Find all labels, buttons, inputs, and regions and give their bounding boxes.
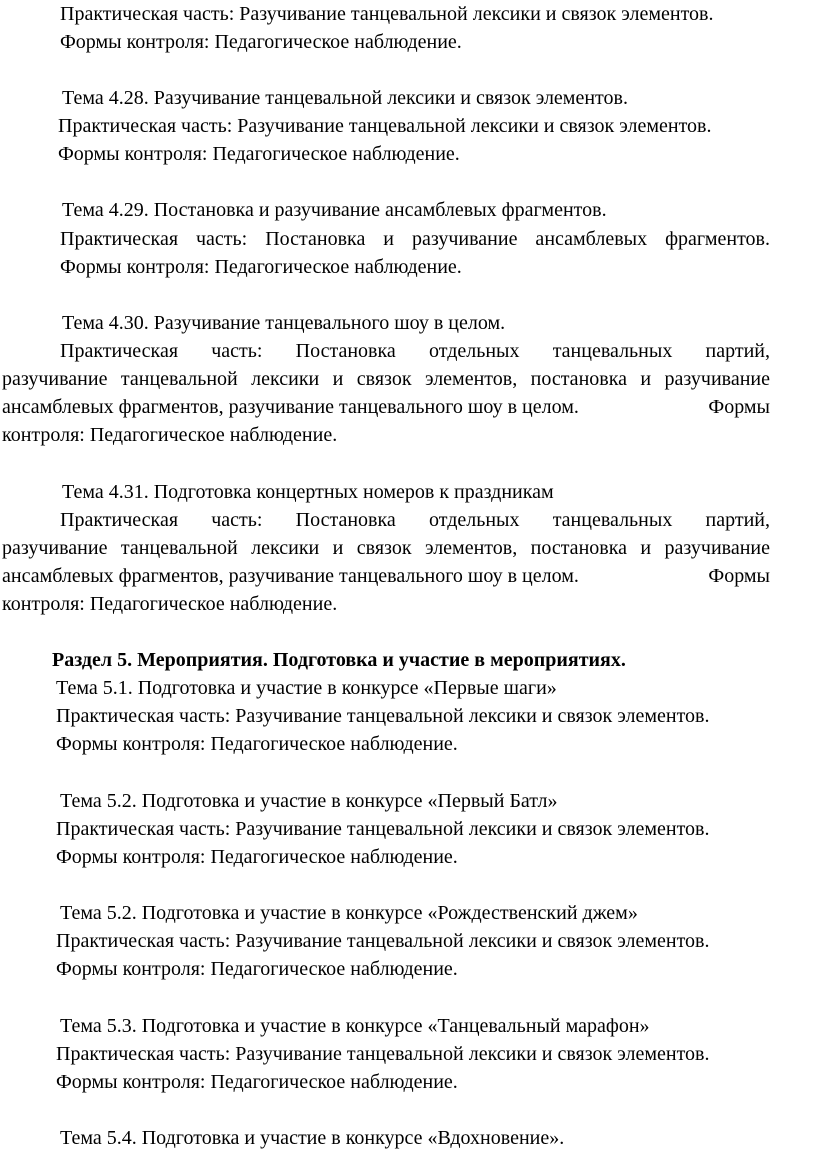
practical-part-line: Практическая часть: Постановка и разучивание ансамблевых фрагментов. [60,228,770,250]
practical-part-line: Практическая часть: Разучивание танцевальной лексики и связок элементов. [56,930,710,952]
practical-part-line: Практическая часть: Разучивание танцевальной лексики и связок элементов. [60,3,714,25]
topic-5-2b-heading: Тема 5.2. Подготовка и участие в конкурсе «Рождественский джем» [60,902,638,924]
body-line: разучивание танцевальной лексики и связок элементов, постановка и разучивание [2,368,770,390]
control-form-line: Формы контроля: Педагогическое наблюдение. [56,958,458,980]
practical-part-line: Практическая часть: Постановка отдельных танцевальных партий, [60,340,770,362]
control-form-line: Формы контроля: Педагогическое наблюдение. [58,143,460,165]
section-5-heading: Раздел 5. Мероприятия. Подготовка и участие в мероприятиях. [52,649,626,671]
practical-part-line: Практическая часть: Разучивание танцевальной лексики и связок элементов. [56,705,710,727]
topic-5-2-heading: Тема 5.2. Подготовка и участие в конкурсе «Первый Батл» [60,790,558,812]
control-form-label: Формы [708,565,770,587]
body-line: ансамблевых фрагментов, разучивание танцевального шоу в целом. [2,396,579,418]
topic-4-29-heading: Тема 4.29. Постановка и разучивание ансамблевых фрагментов. [62,199,607,221]
topic-4-31-heading: Тема 4.31. Подготовка концертных номеров к праздникам [62,481,554,503]
body-line: ансамблевых фрагментов, разучивание танцевального шоу в целом. [2,565,579,587]
control-form-line: Формы контроля: Педагогическое наблюдение. [60,256,462,278]
control-form-line: Формы контроля: Педагогическое наблюдение. [60,31,462,53]
topic-5-4-heading: Тема 5.4. Подготовка и участие в конкурсе «Вдохновение». [60,1127,565,1149]
practical-part-line: Практическая часть: Постановка отдельных танцевальных партий, [60,509,770,531]
control-form-line: Формы контроля: Педагогическое наблюдение. [56,846,458,868]
control-form-line: Формы контроля: Педагогическое наблюдение. [56,733,458,755]
practical-part-line: Практическая часть: Разучивание танцевальной лексики и связок элементов. [58,115,712,137]
practical-part-line: Практическая часть: Разучивание танцевальной лексики и связок элементов. [56,818,710,840]
topic-5-1-heading: Тема 5.1. Подготовка и участие в конкурсе «Первые шаги» [56,677,557,699]
practical-part-line: Практическая часть: Разучивание танцевальной лексики и связок элементов. [56,1043,710,1065]
control-form-label: Формы [708,396,770,418]
topic-4-28-heading: Тема 4.28. Разучивание танцевальной лексики и связок элементов. [62,87,628,109]
body-line: разучивание танцевальной лексики и связок элементов, постановка и разучивание [2,537,770,559]
control-form-line: Формы контроля: Педагогическое наблюдение. [56,1071,458,1093]
control-form-line: контроля: Педагогическое наблюдение. [2,424,338,446]
topic-4-30-heading: Тема 4.30. Разучивание танцевального шоу в целом. [62,312,506,334]
control-form-line: контроля: Педагогическое наблюдение. [2,593,338,615]
topic-5-3-heading: Тема 5.3. Подготовка и участие в конкурсе «Танцевальный марафон» [60,1015,650,1037]
